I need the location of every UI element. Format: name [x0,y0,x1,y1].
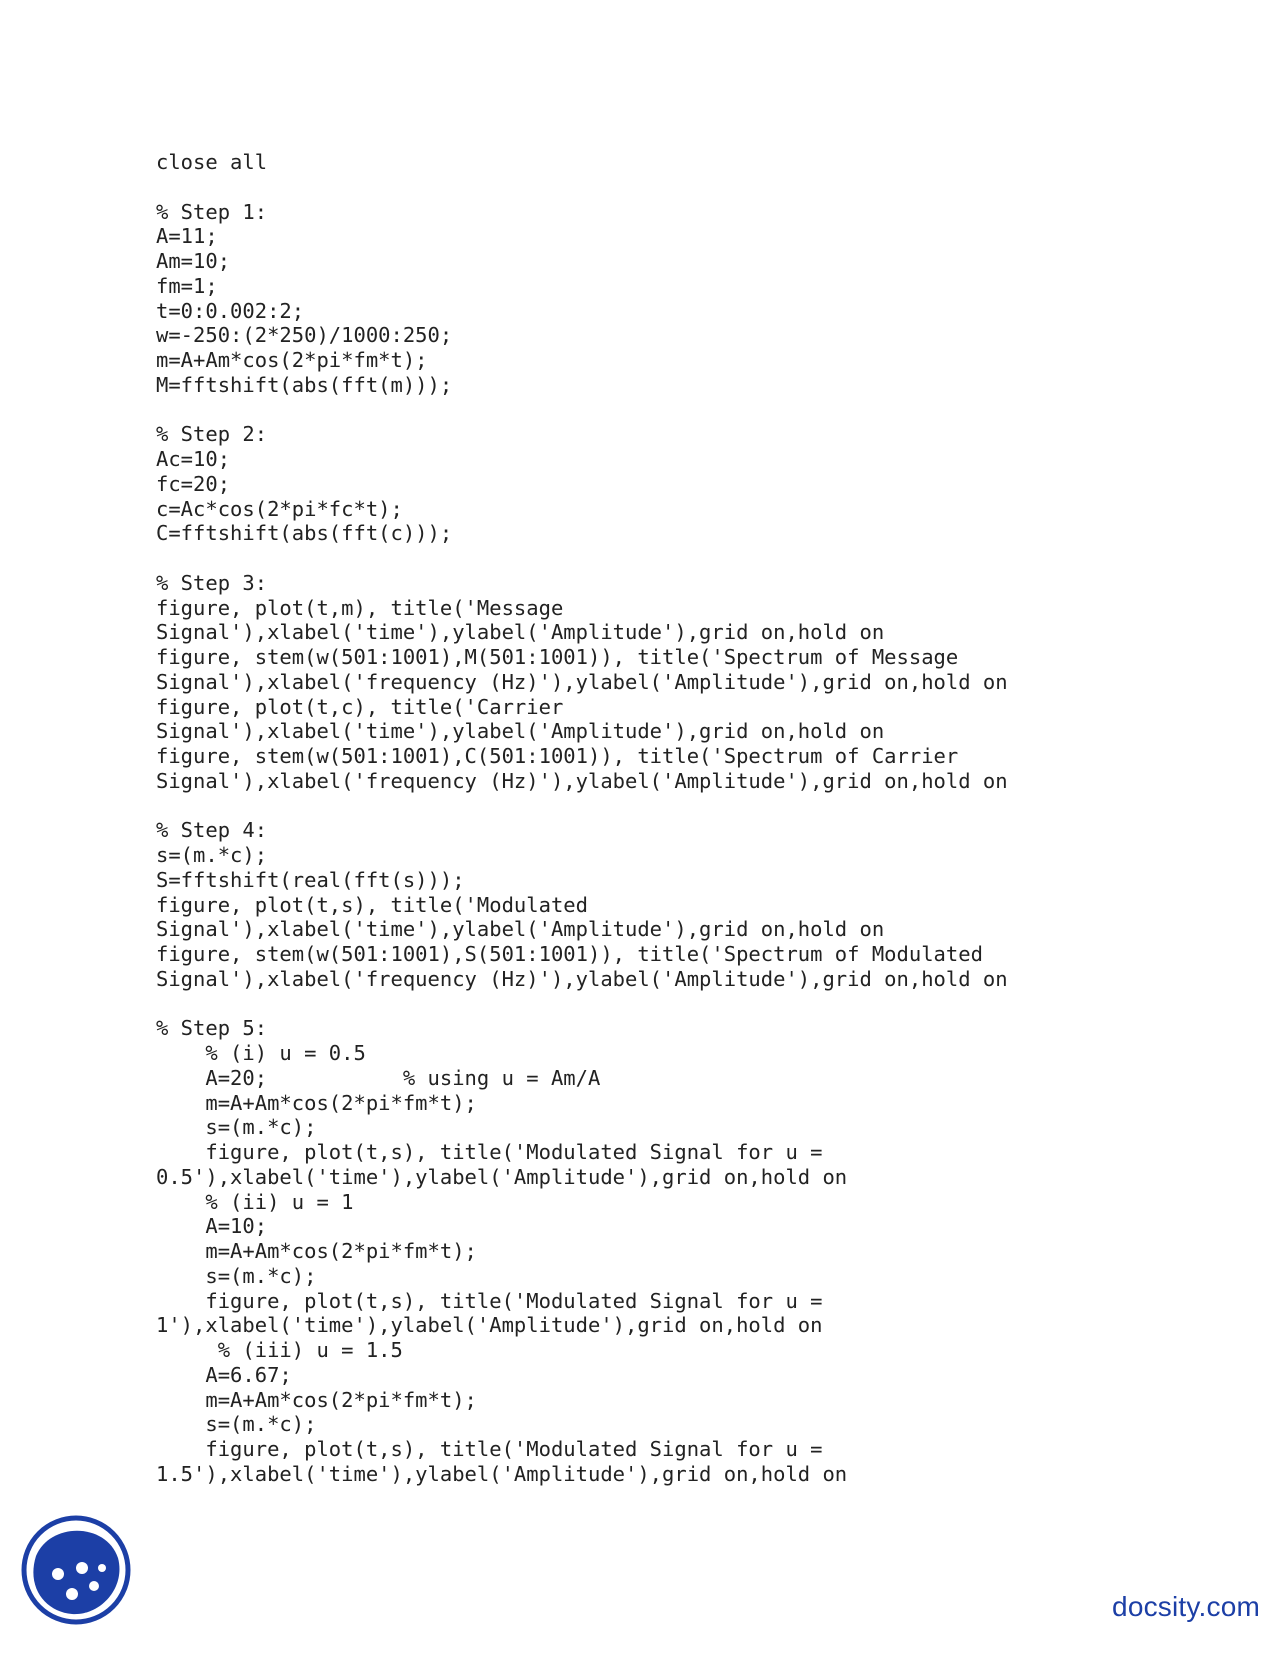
code-line: 0.5'),xlabel('time'),ylabel('Amplitude'),grid on,hold on [156,1164,848,1189]
code-line: Am=10; [156,249,231,273]
code-line [156,175,1216,200]
code-line: fm=1; [156,273,218,298]
code-line: % Step 1: [156,199,268,224]
code-line [156,398,1216,423]
code-line: Signal'),xlabel('time'),ylabel('Amplitude'),grid on,hold on [156,917,885,942]
code-line: % Step 2: [156,422,268,447]
code-line: 1.5'),xlabel('time'),ylabel('Amplitude'),grid on,hold on [156,1461,848,1486]
code-line: 1'),xlabel('time'),ylabel('Amplitude'),grid on,hold on [156,1313,823,1338]
code-line: w=-250:(2*250)/1000:250; [156,323,453,348]
code-line: M=fftshift(abs(fft(m))); [156,372,453,397]
code-line: figure, plot(t,m), title('Message [156,595,564,620]
docsity-logo-icon [20,1512,132,1628]
code-line: % (ii) u = 1 [156,1189,354,1214]
code-line: figure, plot(t,c), title('Carrier [156,694,564,719]
code-line: A=20; % using u = Am/A [156,1065,601,1090]
code-line: figure, plot(t,s), title('Modulated Signal for u = [156,1288,823,1313]
code-line: Ac=10; [156,447,231,471]
code-line: s=(m.*c); [156,1263,317,1288]
code-line: Signal'),xlabel('frequency (Hz)'),ylabel('Amplitude'),grid on,hold on [156,768,1008,793]
code-line: s=(m.*c); [156,843,268,867]
code-line: c=Ac*cos(2*pi*fc*t); [156,496,403,521]
code-line: m=A+Am*cos(2*pi*fm*t); [156,348,428,372]
code-line: Signal'),xlabel('time'),ylabel('Amplitude'),grid on,hold on [156,719,885,744]
code-listing [156,150,1216,1487]
code-line: A=10; [156,1214,268,1239]
code-line: close all [156,150,268,174]
code-line: S=fftshift(real(fft(s))); [156,867,465,892]
code-line: m=A+Am*cos(2*pi*fm*t); [156,1090,477,1115]
code-line: % Step 4: [156,818,268,843]
code-line: s=(m.*c); [156,1115,317,1140]
code-line [156,992,1216,1017]
code-line: m=A+Am*cos(2*pi*fm*t); [156,1387,477,1412]
code-line: C=fftshift(abs(fft(c))); [156,521,453,546]
code-line: m=A+Am*cos(2*pi*fm*t); [156,1239,477,1263]
code-line: s=(m.*c); [156,1412,317,1437]
code-line: figure, plot(t,s), title('Modulated [156,892,588,917]
code-line: t=0:0.002:2; [156,298,305,323]
code-line: % Step 5: [156,1016,268,1041]
code-line: A=6.67; [156,1362,292,1387]
code-line: figure, plot(t,s), title('Modulated Signal for u = [156,1437,823,1461]
code-line: % (i) u = 0.5 [156,1041,366,1065]
code-line: figure, stem(w(501:1001),C(501:1001)), title('Spectrum of Carrier [156,744,959,768]
code-line: % (iii) u = 1.5 [156,1338,403,1362]
code-line [156,546,1216,571]
code-line: fc=20; [156,471,231,496]
code-line: figure, stem(w(501:1001),S(501:1001)), title('Spectrum of Modulated [156,942,983,966]
code-line [156,794,1216,819]
code-line: Signal'),xlabel('frequency (Hz)'),ylabel('Amplitude'),grid on,hold on [156,669,1008,694]
code-line: Signal'),xlabel('frequency (Hz)'),ylabel('Amplitude'),grid on,hold on [156,966,1008,991]
code-line: % Step 3: [156,570,268,595]
code-line: A=11; [156,224,218,249]
code-line: Signal'),xlabel('time'),ylabel('Amplitude'),grid on,hold on [156,620,885,645]
code-line: figure, stem(w(501:1001),M(501:1001)), title('Spectrum of Message [156,645,959,669]
docsity-brand-link[interactable]: docsity.com [1112,1591,1260,1622]
code-line: figure, plot(t,s), title('Modulated Signal for u = [156,1140,823,1164]
